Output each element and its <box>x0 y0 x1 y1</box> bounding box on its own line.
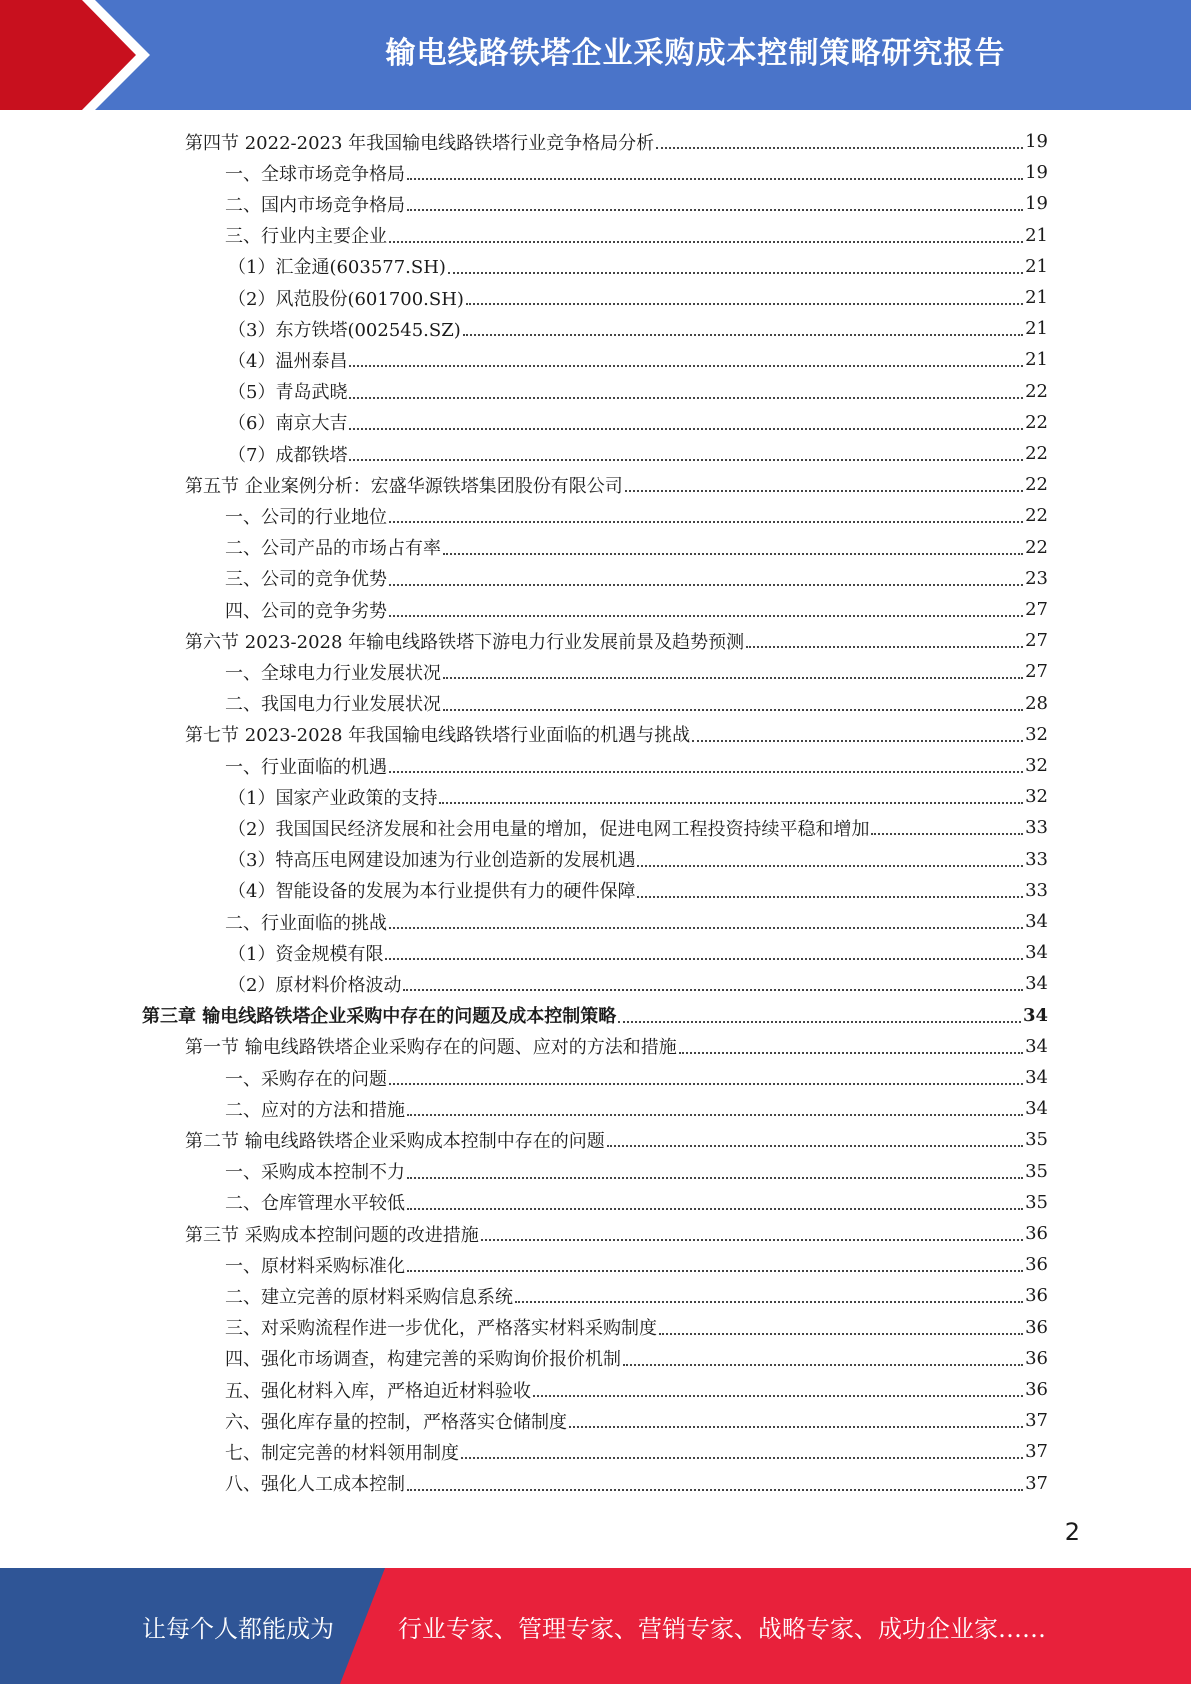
toc-entry-label: （3）特高压电网建设加速为行业创造新的发展机遇 <box>228 850 636 872</box>
report-header <box>0 0 1191 110</box>
toc-subsection-entry[interactable] <box>225 1374 1048 1405</box>
toc-entry-page: 36 <box>1025 1347 1048 1369</box>
toc-subsection-entry[interactable] <box>225 1093 1048 1124</box>
toc-entry-label: （7）成都铁塔 <box>228 444 348 466</box>
toc-dot-leader <box>515 1300 1023 1303</box>
toc-entry-label: 四、强化市场调查，构建完善的采购询价报价机制 <box>225 1349 621 1371</box>
toc-subsection-entry[interactable] <box>228 875 1048 906</box>
toc-dot-leader <box>349 427 1023 430</box>
toc-entry-label: 第二节 输电线路铁塔企业采购成本控制中存在的问题 <box>185 1130 605 1152</box>
toc-subsection-entry[interactable] <box>228 313 1048 344</box>
footer-slogan-right: 行业专家、管理专家、营销专家、战略专家、成功企业家…… <box>398 1614 1046 1643</box>
page-number: 2 <box>1064 1518 1080 1546</box>
toc-entry-page: 36 <box>1025 1223 1048 1244</box>
toc-subsection-entry[interactable] <box>228 282 1048 313</box>
toc-entry-page: 37 <box>1025 1410 1048 1432</box>
toc-subsection-entry[interactable] <box>225 688 1048 719</box>
toc-entry-label: 二、行业面临的挑战 <box>225 912 387 934</box>
toc-section-entry[interactable] <box>185 1218 1048 1249</box>
toc-entry-label: 一、采购成本控制不力 <box>225 1162 405 1184</box>
toc-entry-page: 22 <box>1025 505 1048 527</box>
toc-entry-page: 22 <box>1025 411 1048 433</box>
toc-entry-label: 第三节 采购成本控制问题的改进措施 <box>185 1224 479 1246</box>
toc-dot-leader <box>443 676 1023 679</box>
report-title: 输电线路铁塔企业采购成本控制策略研究报告 <box>385 36 1006 71</box>
toc-dot-leader <box>407 1269 1023 1272</box>
toc-subsection-entry[interactable] <box>225 1405 1048 1436</box>
toc-dot-leader <box>349 364 1023 367</box>
toc-entry-label: 第一节 输电线路铁塔企业采购存在的问题、应对的方法和措施 <box>185 1037 677 1059</box>
footer-banner <box>0 1568 1191 1684</box>
toc-dot-leader <box>389 926 1023 929</box>
toc-entry-page: 19 <box>1025 162 1048 184</box>
toc-dot-leader <box>692 739 1023 742</box>
toc-subsection-entry[interactable] <box>225 1156 1048 1187</box>
toc-entry-label: （1）国家产业政策的支持 <box>228 787 438 809</box>
toc-dot-leader <box>481 1238 1023 1241</box>
toc-subsection-entry[interactable] <box>228 781 1048 812</box>
toc-dot-leader <box>607 1144 1023 1147</box>
toc-subsection-entry[interactable] <box>225 188 1048 219</box>
toc-entry-label: 二、我国电力行业发展状况 <box>225 694 441 716</box>
toc-entry-label: 五、强化材料入库，严格迫近材料验收 <box>225 1380 531 1402</box>
toc-section-entry[interactable] <box>185 469 1048 500</box>
toc-entry-label: 三、行业内主要企业 <box>225 226 387 248</box>
toc-entry-label: （3）东方铁塔(002545.SZ) <box>228 319 461 341</box>
toc-entry-page: 35 <box>1025 1129 1048 1151</box>
toc-dot-leader <box>679 1051 1023 1054</box>
toc-dot-leader <box>407 1207 1023 1210</box>
toc-entry-page: 21 <box>1025 349 1048 371</box>
toc-subsection-entry[interactable] <box>225 1468 1048 1499</box>
toc-entry-label: 一、原材料采购标准化 <box>225 1255 405 1277</box>
toc-entry-page: 35 <box>1025 1160 1048 1182</box>
toc-entry-label: 一、采购存在的问题 <box>225 1068 387 1090</box>
toc-subsection-entry[interactable] <box>225 532 1048 563</box>
toc-subsection-entry[interactable] <box>225 563 1048 594</box>
toc-section-entry[interactable] <box>185 1124 1048 1155</box>
toc-entry-page: 34 <box>1025 911 1048 932</box>
toc-dot-leader <box>389 1082 1023 1085</box>
toc-dot-leader <box>637 864 1023 867</box>
toc-entry-label: （1）汇金通(603577.SH) <box>228 257 446 279</box>
toc-subsection-entry[interactable] <box>225 157 1048 188</box>
toc-dot-leader <box>439 801 1023 804</box>
toc-entry-page: 27 <box>1025 599 1048 620</box>
toc-entry-label: 七、制定完善的材料领用制度 <box>225 1442 459 1464</box>
toc-entry-page: 22 <box>1025 443 1048 464</box>
toc-dot-leader <box>407 1113 1023 1116</box>
toc-entry-page: 19 <box>1025 193 1048 215</box>
toc-entry-label: 第四节 2022-2023 年我国输电线路铁塔行业竞争格局分析 <box>185 132 655 154</box>
toc-entry-label: 二、国内市场竞争格局 <box>225 194 405 216</box>
toc-dot-leader <box>389 614 1023 617</box>
toc-chapter-entry[interactable] <box>142 1000 1048 1031</box>
toc-entry-label: 三、对采购流程作进一步优化，严格落实材料采购制度 <box>225 1318 657 1340</box>
toc-dot-leader <box>407 1488 1023 1491</box>
toc-dot-leader <box>625 489 1023 492</box>
toc-entry-page: 37 <box>1025 1472 1048 1494</box>
toc-entry-page: 36 <box>1025 1285 1048 1307</box>
toc-entry-label: 第三章 输电线路铁塔企业采购中存在的问题及成本控制策略 <box>142 1006 617 1028</box>
toc-entry-label: 二、建立完善的原材料采购信息系统 <box>225 1286 513 1308</box>
toc-dot-leader <box>533 1394 1023 1397</box>
toc-subsection-entry[interactable] <box>225 1343 1048 1374</box>
toc-entry-label: 第六节 2023-2028 年输电线路铁塔下游电力行业发展前景及趋势预测 <box>185 631 745 653</box>
toc-subsection-entry[interactable] <box>225 1312 1048 1343</box>
toc-entry-page: 34 <box>1025 973 1048 995</box>
toc-subsection-entry[interactable] <box>228 376 1048 407</box>
toc-dot-leader <box>466 302 1023 305</box>
toc-dot-leader <box>443 708 1023 711</box>
toc-dot-leader <box>569 1425 1023 1428</box>
toc-entry-page: 28 <box>1025 692 1048 714</box>
toc-entry-page: 22 <box>1025 380 1048 402</box>
toc-entry-label: （2）风范股份(601700.SH) <box>228 288 464 310</box>
toc-subsection-entry[interactable] <box>225 750 1048 781</box>
toc-entry-page: 21 <box>1025 287 1048 308</box>
toc-entry-label: （2）原材料价格波动 <box>228 974 402 996</box>
toc-dot-leader <box>349 396 1023 399</box>
toc-entry-page: 22 <box>1025 474 1048 496</box>
toc-dot-leader <box>463 333 1023 336</box>
toc-dot-leader <box>656 146 1023 149</box>
toc-subsection-entry[interactable] <box>225 1280 1048 1311</box>
toc-entry-page: 21 <box>1025 318 1048 340</box>
toc-dot-leader <box>389 520 1023 523</box>
toc-entry-label: （2）我国国民经济发展和社会用电量的增加，促进电网工程投资持续平稳和增加 <box>228 818 870 840</box>
footer-slogan-left: 让每个人都能成为 <box>142 1614 334 1643</box>
toc-entry-page: 32 <box>1025 755 1048 776</box>
toc-entry-page: 21 <box>1025 255 1048 277</box>
toc-dot-leader <box>385 957 1023 960</box>
toc-subsection-entry[interactable] <box>225 220 1048 251</box>
toc-entry-label: 八、强化人工成本控制 <box>225 1474 405 1496</box>
toc-dot-leader <box>448 271 1023 274</box>
toc-subsection-entry[interactable] <box>225 906 1048 937</box>
toc-entry-page: 23 <box>1025 567 1048 589</box>
toc-entry-page: 36 <box>1025 1379 1048 1400</box>
toc-entry-page: 22 <box>1025 536 1048 558</box>
toc-entry-label: 一、全球市场竞争格局 <box>225 163 405 185</box>
toc-entry-label: 第五节 企业案例分析：宏盛华源铁塔集团股份有限公司 <box>185 475 623 497</box>
toc-entry-label: 一、行业面临的机遇 <box>225 756 387 778</box>
toc-dot-leader <box>659 1332 1023 1335</box>
toc-subsection-entry[interactable] <box>228 407 1048 438</box>
toc-entry-page: 27 <box>1025 661 1048 683</box>
toc-entry-page: 34 <box>1025 942 1048 964</box>
toc-subsection-entry[interactable] <box>228 968 1048 999</box>
toc-entry-label: （4）温州泰昌 <box>228 350 348 372</box>
toc-subsection-entry[interactable] <box>228 844 1048 875</box>
toc-subsection-entry[interactable] <box>225 656 1048 687</box>
toc-dot-leader <box>407 177 1023 180</box>
toc-entry-page: 32 <box>1025 723 1048 745</box>
toc-entry-label: 二、应对的方法和措施 <box>225 1099 405 1121</box>
toc-dot-leader <box>389 770 1023 773</box>
toc-subsection-entry[interactable] <box>228 251 1048 282</box>
toc-entry-label: 二、公司产品的市场占有率 <box>225 538 441 560</box>
toc-subsection-entry[interactable] <box>228 812 1048 843</box>
toc-entry-page: 33 <box>1025 848 1048 870</box>
toc-dot-leader <box>403 988 1023 991</box>
toc-entry-page: 36 <box>1025 1316 1048 1338</box>
toc-dot-leader <box>407 208 1023 211</box>
toc-dot-leader <box>443 552 1023 555</box>
toc-entry-page: 37 <box>1025 1441 1048 1463</box>
toc-entry-label: 一、全球电力行业发展状况 <box>225 662 441 684</box>
toc-entry-label: （6）南京大吉 <box>228 413 348 435</box>
toc-entry-page: 35 <box>1025 1191 1048 1213</box>
toc-entry-page: 34 <box>1025 1067 1048 1088</box>
toc-entry-page: 34 <box>1025 1035 1048 1057</box>
toc-entry-label: 第七节 2023-2028 年我国输电线路铁塔行业面临的机遇与挑战 <box>185 725 691 747</box>
toc-entry-label: 四、公司的竞争劣势 <box>225 600 387 622</box>
toc-section-entry[interactable] <box>185 126 1048 157</box>
toc-entry-label: 二、仓库管理水平较低 <box>225 1193 405 1215</box>
toc-subsection-entry[interactable] <box>225 1436 1048 1467</box>
toc-subsection-entry[interactable] <box>225 1187 1048 1218</box>
toc-subsection-entry[interactable] <box>225 500 1048 531</box>
toc-entry-label: （1）资金规模有限 <box>228 943 384 965</box>
toc-dot-leader <box>407 1176 1023 1179</box>
toc-entry-label: 三、公司的竞争优势 <box>225 569 387 591</box>
red-chevron-decoration <box>0 0 160 110</box>
toc-subsection-entry[interactable] <box>225 1062 1048 1093</box>
toc-entry-label: （5）青岛武晓 <box>228 382 348 404</box>
toc-entry-page: 34 <box>1022 1004 1048 1026</box>
toc-entry-page: 21 <box>1025 224 1048 246</box>
toc-entry-label: 六、强化库存量的控制，严格落实仓储制度 <box>225 1411 567 1433</box>
toc-dot-leader <box>637 895 1023 898</box>
toc-dot-leader <box>389 583 1023 586</box>
toc-entry-page: 36 <box>1025 1254 1048 1276</box>
toc-section-entry[interactable] <box>185 625 1048 656</box>
toc-subsection-entry[interactable] <box>225 1249 1048 1280</box>
toc-entry-page: 27 <box>1025 630 1048 652</box>
toc-dot-leader <box>871 832 1023 835</box>
toc-dot-leader <box>349 458 1023 461</box>
toc-subsection-entry[interactable] <box>228 344 1048 375</box>
toc-subsection-entry[interactable] <box>225 594 1048 625</box>
toc-entry-page: 33 <box>1025 817 1048 839</box>
toc-entry-label: （4）智能设备的发展为本行业提供有力的硬件保障 <box>228 881 636 903</box>
toc-entry-label: 一、公司的行业地位 <box>225 506 387 528</box>
toc-section-entry[interactable] <box>185 1031 1048 1062</box>
toc-entry-page: 33 <box>1025 879 1048 901</box>
toc-dot-leader <box>461 1456 1023 1459</box>
toc-entry-page: 34 <box>1025 1098 1048 1120</box>
toc-dot-leader <box>618 1020 1021 1023</box>
toc-subsection-entry[interactable] <box>228 438 1048 469</box>
toc-section-entry[interactable] <box>185 719 1048 750</box>
toc-dot-leader <box>389 240 1023 243</box>
toc-subsection-entry[interactable] <box>228 937 1048 968</box>
toc-entry-page: 19 <box>1025 131 1048 152</box>
toc-dot-leader <box>746 645 1023 648</box>
toc-entry-page: 32 <box>1025 786 1048 808</box>
toc-dot-leader <box>623 1363 1023 1366</box>
